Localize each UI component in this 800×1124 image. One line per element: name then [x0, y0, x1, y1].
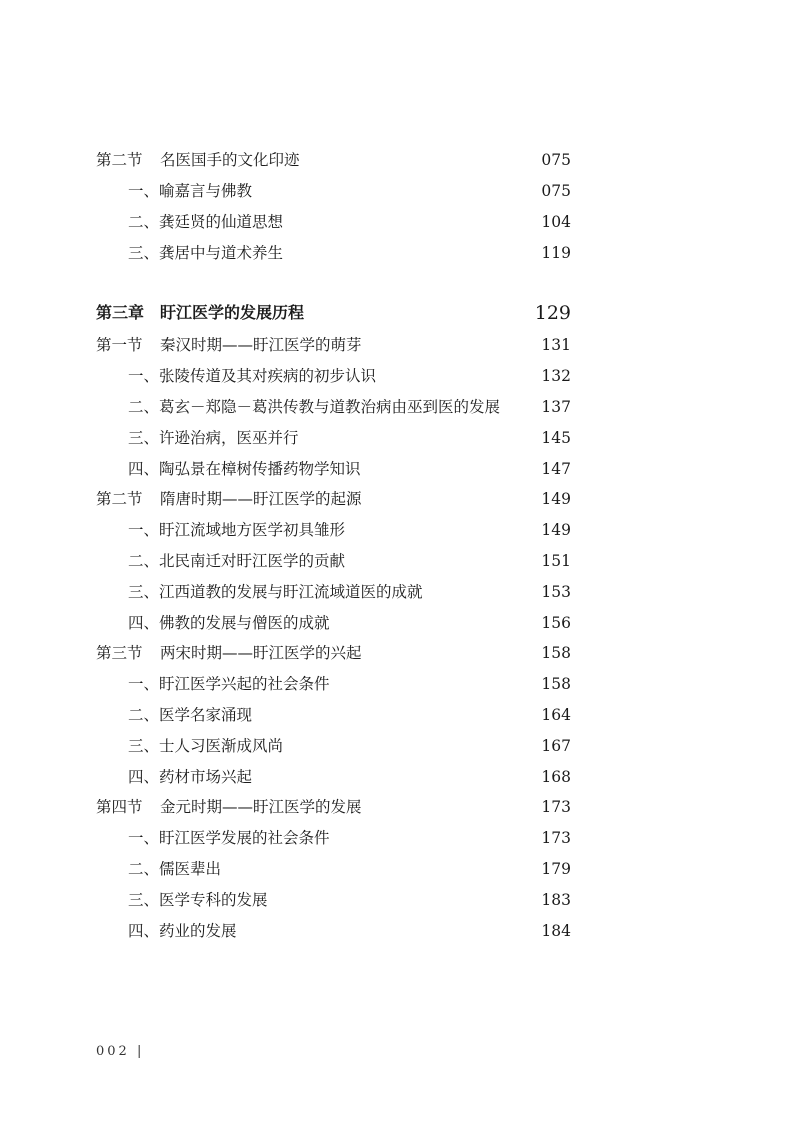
item-title: 一、喻嘉言与佛教 — [128, 182, 253, 200]
toc-item-row — [0, 177, 800, 205]
section-title: 隋唐时期——盱江医学的起源 — [160, 490, 362, 508]
item-title: 四、药材市场兴起 — [128, 768, 253, 786]
item-page-number: 151 — [541, 552, 571, 570]
item-page-number: 119 — [541, 244, 571, 262]
toc-item-row — [0, 609, 800, 637]
item-page-number: 164 — [541, 706, 571, 724]
item-page-number: 184 — [541, 922, 571, 940]
item-page-number: 167 — [541, 737, 571, 755]
item-title: 一、盱江医学兴起的社会条件 — [128, 675, 330, 693]
item-title: 三、士人习医渐成风尚 — [128, 737, 284, 755]
section-page-number: 158 — [541, 644, 571, 662]
item-page-number: 075 — [541, 182, 571, 200]
toc-section-row — [0, 146, 800, 174]
toc-item-row — [0, 455, 800, 483]
item-page-number: 183 — [541, 891, 571, 909]
section-number: 第二节 — [96, 151, 143, 169]
section-page-number: 075 — [541, 151, 571, 169]
toc-item-row — [0, 362, 800, 390]
item-page-number: 179 — [541, 860, 571, 878]
item-title: 一、张陵传道及其对疾病的初步认识 — [128, 367, 377, 385]
section-title: 名医国手的文化印迹 — [160, 151, 300, 169]
toc-item-row — [0, 701, 800, 729]
item-title: 四、佛教的发展与僧医的成就 — [128, 614, 330, 632]
toc-chapter-row — [0, 296, 800, 330]
toc-item-row — [0, 855, 800, 883]
toc-item-row — [0, 886, 800, 914]
item-page-number: 158 — [541, 675, 571, 693]
item-title: 三、医学专科的发展 — [128, 891, 268, 909]
section-title: 两宋时期——盱江医学的兴起 — [160, 644, 362, 662]
section-page-number: 173 — [541, 798, 571, 816]
item-page-number: 149 — [541, 521, 571, 539]
section-page-number: 131 — [541, 336, 571, 354]
item-title: 一、盱江医学发展的社会条件 — [128, 829, 330, 847]
item-title: 三、龚居中与道术养生 — [128, 244, 284, 262]
item-page-number: 168 — [541, 768, 571, 786]
item-title: 四、陶弘景在樟树传播药物学知识 — [128, 460, 361, 478]
toc-item-row — [0, 917, 800, 945]
item-page-number: 156 — [541, 614, 571, 632]
toc-item-row — [0, 208, 800, 236]
item-title: 二、葛玄－郑隐－葛洪传教与道教治病由巫到医的发展 — [128, 398, 501, 416]
toc-item-row — [0, 824, 800, 852]
toc-section-row — [0, 331, 800, 359]
section-number: 第三节 — [96, 644, 143, 662]
item-page-number: 173 — [541, 829, 571, 847]
item-title: 二、北民南迁对盱江医学的贡献 — [128, 552, 346, 570]
section-page-number: 149 — [541, 490, 571, 508]
item-page-number: 153 — [541, 583, 571, 601]
toc-item-row — [0, 547, 800, 575]
toc-section-row — [0, 485, 800, 513]
item-title: 二、医学名家涌现 — [128, 706, 253, 724]
section-number: 第一节 — [96, 336, 143, 354]
chapter-title: 盱江医学的发展历程 — [160, 303, 305, 322]
item-page-number: 137 — [541, 398, 571, 416]
item-page-number: 145 — [541, 429, 571, 447]
item-page-number: 147 — [541, 460, 571, 478]
item-title: 二、儒医辈出 — [128, 860, 222, 878]
item-page-number: 104 — [541, 213, 571, 231]
toc-item-row — [0, 732, 800, 760]
toc-item-row — [0, 239, 800, 267]
item-title: 三、江西道教的发展与盱江流域道医的成就 — [128, 583, 423, 601]
toc-section-row — [0, 639, 800, 667]
toc-item-row — [0, 578, 800, 606]
toc-item-row — [0, 424, 800, 452]
chapter-number: 第三章 — [96, 303, 145, 322]
item-title: 二、龚廷贤的仙道思想 — [128, 213, 284, 231]
section-number: 第四节 — [96, 798, 143, 816]
toc-item-row — [0, 670, 800, 698]
page-footer-number: 002 | — [96, 1044, 145, 1059]
chapter-page-number: 129 — [534, 302, 571, 324]
toc-item-row — [0, 516, 800, 544]
toc-item-row — [0, 393, 800, 421]
toc-section-row — [0, 793, 800, 821]
item-title: 四、药业的发展 — [128, 922, 237, 940]
section-number: 第二节 — [96, 490, 143, 508]
item-title: 一、盱江流域地方医学初具雏形 — [128, 521, 346, 539]
item-page-number: 132 — [541, 367, 571, 385]
section-title: 金元时期——盱江医学的发展 — [160, 798, 362, 816]
item-title: 三、许逊治病，医巫并行 — [128, 429, 299, 447]
section-title: 秦汉时期——盱江医学的萌芽 — [160, 336, 362, 354]
toc-item-row — [0, 763, 800, 791]
